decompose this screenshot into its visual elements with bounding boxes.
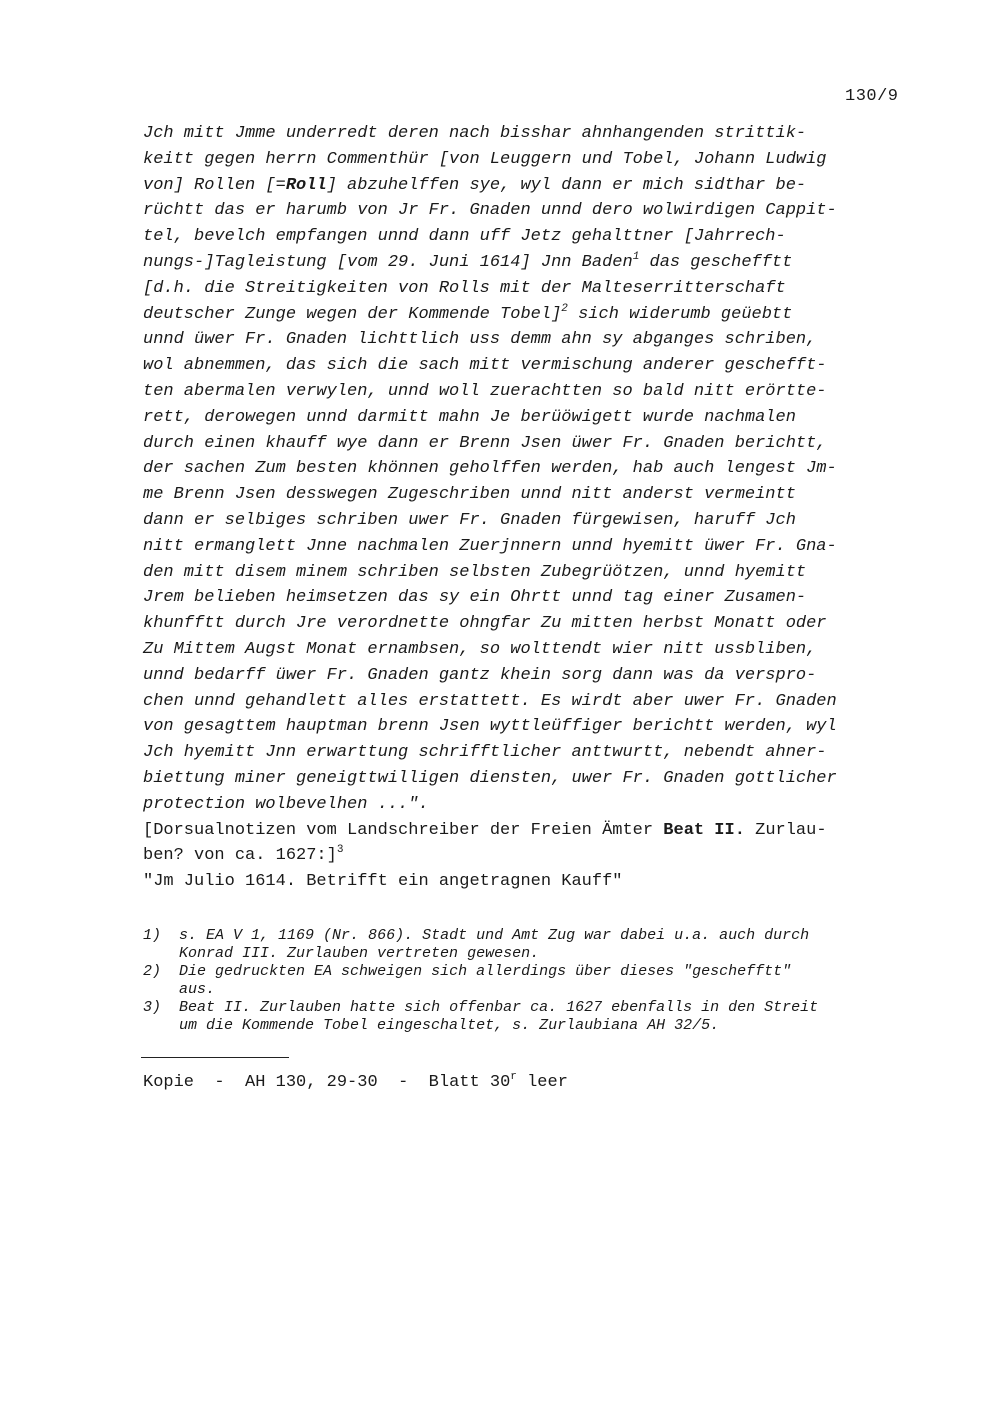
footnote-2 (143, 963, 818, 981)
footnote-1 (143, 927, 818, 945)
text-line: biettung miner geneigttwilligen diensten, uwer Fr. Gnaden gottlicher (143, 768, 837, 788)
dorsual-line (143, 843, 837, 869)
footer-blatt: Blatt 30 (428, 1073, 511, 1092)
text-line: rett, derowegen unnd darmitt mahn Je berüöwigett wurde nachmalen (143, 407, 796, 427)
text-line: tel, bevelch empfangen unnd dann uff Jetz gehalttner [Jahrrech- (143, 227, 786, 247)
footnote-text: s. EA V 1, 1169 (Nr. 866). Stadt und Amt Zug war dabei u.a. auch durch (179, 927, 810, 944)
text-line (143, 302, 837, 328)
text-line: nitt ermanglett Jnne nachmalen Zuerjnnern unnd hyemitt üwer Fr. Gna- (143, 536, 837, 556)
text-segment: das geschefftt (649, 252, 793, 272)
page-number: 130/9 (845, 87, 899, 106)
text-line: unnd üwer Fr. Gnaden lichttlich uss demm ahn sy abganges schriben, (143, 330, 817, 350)
text-line: unnd bedarff üwer Fr. Gnaden gantz khein sorg dann was da verspro- (143, 665, 817, 685)
footnotes (143, 927, 818, 1035)
footnote-text: Konrad III. Zurlauben vertreten gewesen. (179, 945, 540, 962)
text-segment: deutscher Zunge wegen der Kommende Tobel] (143, 304, 562, 324)
footnote-text: aus. (179, 981, 216, 998)
footnote-2-cont (143, 981, 818, 999)
text-line: Jch mitt Jmme underredt deren nach bisshar ahnhangenden strittik- (143, 124, 807, 143)
footnote-number: 1) (143, 927, 162, 944)
text-line: durch einen khauff wye dann er Brenn Jsen üwer Fr. Gnaden berichtt, (143, 433, 827, 453)
footer-leer: leer (527, 1073, 568, 1092)
footnote-3-cont (143, 1017, 818, 1035)
footer-reference (143, 1073, 568, 1092)
text-line (143, 250, 837, 276)
footer-kopie: Kopie (143, 1073, 195, 1092)
footnote-3 (143, 999, 818, 1017)
text-line: dann er selbiges schriben uwer Fr. Gnaden fürgewisen, haruff Jch (143, 510, 796, 530)
footer-recto-mark: r (510, 1071, 517, 1083)
transcription-body (143, 121, 837, 895)
text-segment: ] abzuhelffen sye, wyl dann er mich sidthar be- (326, 175, 807, 195)
footnote-text: Beat II. Zurlauben hatte sich offenbar ca. 1627 ebenfalls in den Streit (179, 999, 819, 1016)
footer-separator: - (398, 1073, 409, 1092)
text-line: chen unnd gehandlett alles erstattett. Es wirdt aber uwer Fr. Gnaden (143, 691, 837, 711)
footnote-ref-1: 1 (632, 250, 640, 263)
text-line: Jch hyemitt Jnn erwarttung schrifftlicher anttwurtt, nebendt ahner- (143, 743, 827, 763)
text-line: Zu Mittem Augst Monat ernambsen, so wolttendt wier nitt ussbliben, (143, 639, 817, 659)
text-line: wol abnemmen, das sich die sach mitt vermischung anderer geschefft- (143, 356, 827, 376)
text-line: der sachen Zum besten khönnen geholffen werden, hab auch lengest Jm- (143, 459, 837, 479)
text-segment: ben? von ca. 1627:] (143, 846, 337, 866)
text-line: khunfftt durch Jre verordnette ohngfar Zu mitten herbst Monatt oder (143, 614, 827, 634)
footnote-1-cont (143, 945, 818, 963)
dorsual-title: "Jm Julio 1614. Betrifft ein angetragnen Kauff" (143, 872, 623, 892)
text-line: me Brenn Jsen desswegen Zugeschriben unnd nitt anderst vermeintt (143, 485, 796, 505)
footer-archive-ref: AH 130, 29-30 (245, 1073, 378, 1092)
footer-separator: - (214, 1073, 225, 1092)
text-line: keitt gegen herrn Commenthür [von Leuggern und Tobel, Johann Ludwig (143, 149, 827, 169)
text-line (143, 173, 837, 199)
footnote-number: 2) (143, 963, 162, 980)
text-segment: sich widerumb geüebtt (578, 304, 793, 324)
footer-divider (141, 1057, 289, 1058)
text-line: Jrem belieben heimsetzen das sy ein Ohrtt unnd tag einer Zusamen- (143, 588, 807, 608)
footnote-number: 3) (143, 999, 162, 1016)
footnote-text: Die gedruckten EA schweigen sich allerdings über dieses "geschefftt" (179, 963, 792, 980)
text-line: protection wolbevelhen ...". (143, 794, 429, 814)
text-line: den mitt disem minem schriben selbsten Zubegrüötzen, unnd hyemitt (143, 562, 807, 582)
text-segment: Zurlau- (744, 820, 827, 840)
footnote-ref-2: 2 (561, 302, 568, 315)
text-segment: [Dorsualnotizen vom Landschreiber der Freien Ämter (143, 820, 664, 840)
bold-name-beat: Beat II. (663, 820, 745, 840)
text-segment: nungs-]Tagleistung [vom 29. Juni 1614] Jnn Baden (143, 252, 633, 272)
dorsual-line (143, 818, 837, 844)
text-segment: von] Rollen [= (143, 175, 286, 195)
bold-name-roll: Roll (285, 175, 327, 195)
text-line: von gesagttem hauptman brenn Jsen wyttleüffiger berichtt werden, wyl (143, 717, 837, 737)
text-line: [d.h. die Streitigkeiten von Rolls mit der Malteserritterschaft (143, 278, 786, 298)
footnote-text: um die Kommende Tobel eingeschaltet, s. Zurlaubiana AH 32/5. (179, 1017, 720, 1034)
footnote-ref-3: 3 (336, 844, 344, 857)
text-line: ten abermalen verwylen, unnd woll zuerachtten so bald nitt erörtte- (143, 381, 827, 401)
text-line: rüchtt das er harumb von Jr Fr. Gnaden unnd dero wolwirdigen Cappit- (143, 201, 837, 221)
